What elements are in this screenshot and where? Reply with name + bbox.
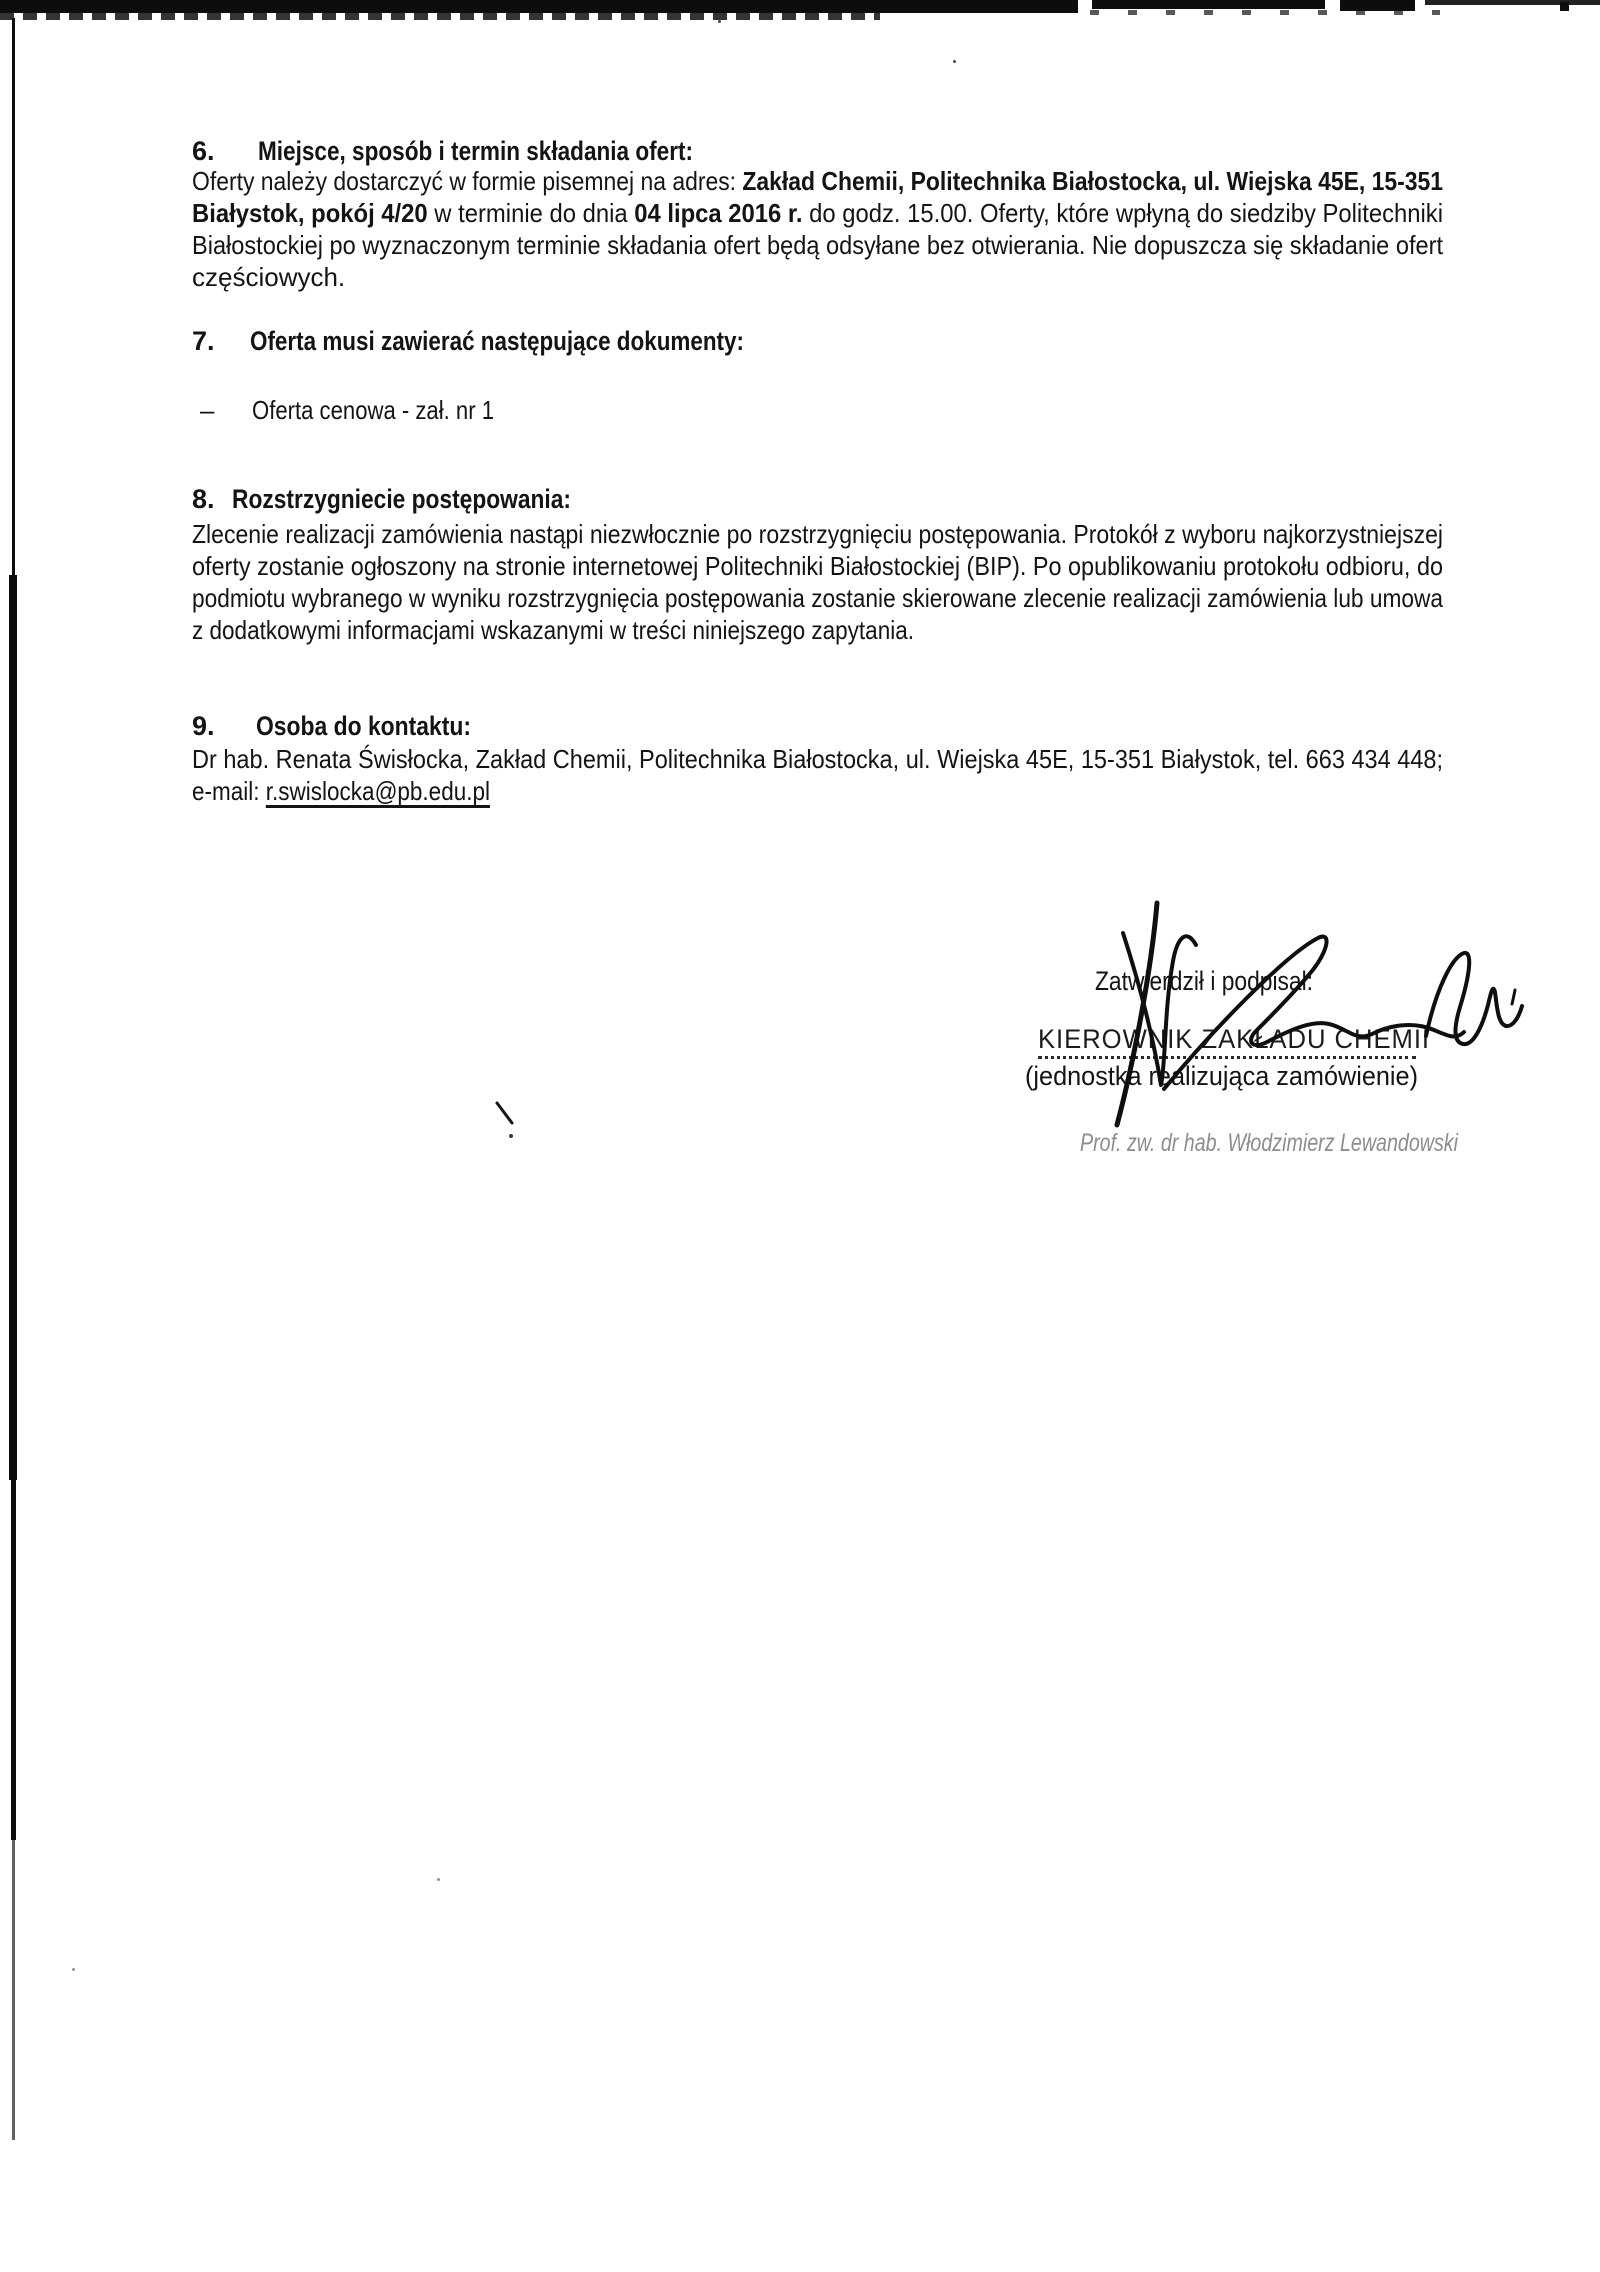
text-line	[192, 614, 1443, 646]
email-link-text: r.swislocka@pb.edu.pl	[265, 776, 490, 806]
text-line-content	[192, 775, 490, 807]
section-title: Osoba do kontaktu:	[256, 711, 471, 741]
text-line-content	[192, 165, 1443, 197]
text-run: Białostockiej po wyznaczonym terminie składania ofert będą odsyłane bez otwierania. Nie dopuszcza się składanie ofert	[192, 230, 1443, 260]
scan-speck	[437, 1878, 440, 1881]
text-line-content	[192, 582, 1443, 614]
scan-noise-line	[0, 13, 880, 20]
text-line-content	[192, 197, 1443, 229]
text-run: 04 lipca 2016 r.	[634, 198, 803, 228]
text-run: oferty zostanie ogłoszony na stronie internetowej Politechniki Białostockiej (BIP). Po opublikowaniu protokołu odbioru, do	[192, 551, 1443, 581]
signer-unit-text: (jednostka realizująca zamówienie)	[1025, 1061, 1418, 1091]
text-run: z dodatkowymi informacjami wskazanymi w treści niniejszego zapytania.	[192, 615, 914, 645]
section-7-heading	[0, 325, 1600, 357]
approval-label-text: Zatwierdził i podpisał:	[1095, 966, 1313, 996]
text-line-content	[192, 229, 1443, 261]
text-line	[192, 550, 1443, 582]
text-run: Zlecenie realizacji zamówienia nastąpi niezwłocznie po rozstrzygnięciu postępowania. Protokół z wyboru najkorzystniejszej	[192, 519, 1443, 549]
section-title: Miejsce, sposób i termin składania ofert:	[258, 136, 693, 166]
text-line	[192, 518, 1443, 550]
text-line	[192, 261, 1443, 293]
text-line-content	[192, 743, 1443, 775]
scan-speck	[953, 60, 956, 63]
text-run: w terminie do dnia	[427, 198, 635, 228]
scan-speck	[72, 1968, 75, 1971]
section-number: 8.	[192, 484, 215, 514]
text-run: do godz. 15.00. Oferty, które wpłyną do siedziby Politechniki	[802, 198, 1443, 228]
scan-left-edge-line	[11, 1480, 16, 1840]
text-run: e-mail:	[192, 776, 266, 806]
section-8-paragraph	[192, 518, 1443, 646]
scan-speck	[718, 20, 721, 23]
text-line-content	[192, 518, 1443, 550]
text-run: Dr hab. Renata Świsłocka, Zakład Chemii, Politechnika Białostocka, ul. Wiejska 45E, 15-351 Białystok, tel. 663 434 448;	[192, 744, 1443, 774]
text-run: Oferty należy dostarczyć w formie pisemnej na adres:	[192, 166, 743, 196]
text-line	[192, 582, 1443, 614]
text-run: Zakład Chemii, Politechnika Białostocka, ul. Wiejska 45E, 15-351	[742, 166, 1443, 196]
scan-top-band-segment	[1425, 0, 1600, 5]
text-line-content	[192, 261, 345, 293]
text-run: podmiotu wybranego w wyniku rozstrzygnięcia postępowania zostanie skierowane zlecenie realizacji zamówienia lub umowa	[192, 583, 1443, 613]
section-title: Rozstrzygniecie postępowania:	[232, 484, 571, 514]
text-line	[192, 775, 1443, 807]
signer-role-text: KIEROWNIK ZAKŁADU CHEMII	[1038, 1024, 1430, 1054]
section-number: 9.	[192, 711, 215, 741]
scan-top-band	[0, 0, 1078, 13]
handwritten-signature	[1060, 893, 1530, 1133]
bullet-item-text: Oferta cenowa - zał. nr 1	[252, 395, 494, 425]
text-line	[192, 165, 1443, 197]
section-number: 7.	[192, 326, 215, 356]
scan-top-tick	[1560, 2, 1569, 11]
section-9-heading	[0, 710, 1600, 742]
section-9-paragraph	[192, 743, 1443, 807]
text-run: częściowych.	[192, 262, 346, 292]
scan-top-band-segment	[1092, 0, 1325, 9]
bullet-dash: –	[200, 395, 215, 425]
section-6-paragraph	[192, 165, 1443, 293]
text-run: Białystok, pokój 4/20	[192, 198, 428, 228]
text-line-content	[192, 614, 914, 646]
text-line	[192, 229, 1443, 261]
scan-left-edge-line	[12, 1840, 15, 2140]
text-line	[192, 743, 1443, 775]
section-title: Oferta musi zawierać następujące dokumenty:	[250, 326, 744, 356]
signer-name-text: Prof. zw. dr hab. Włodzimierz Lewandowski	[1080, 1129, 1458, 1157]
section-number: 6.	[192, 136, 215, 166]
section-6-heading	[0, 135, 1600, 167]
stray-ink-mark	[490, 1095, 530, 1145]
text-line	[192, 197, 1443, 229]
section-8-heading	[0, 483, 1600, 515]
text-line-content	[192, 550, 1443, 582]
scan-noise-line	[1090, 10, 1440, 15]
